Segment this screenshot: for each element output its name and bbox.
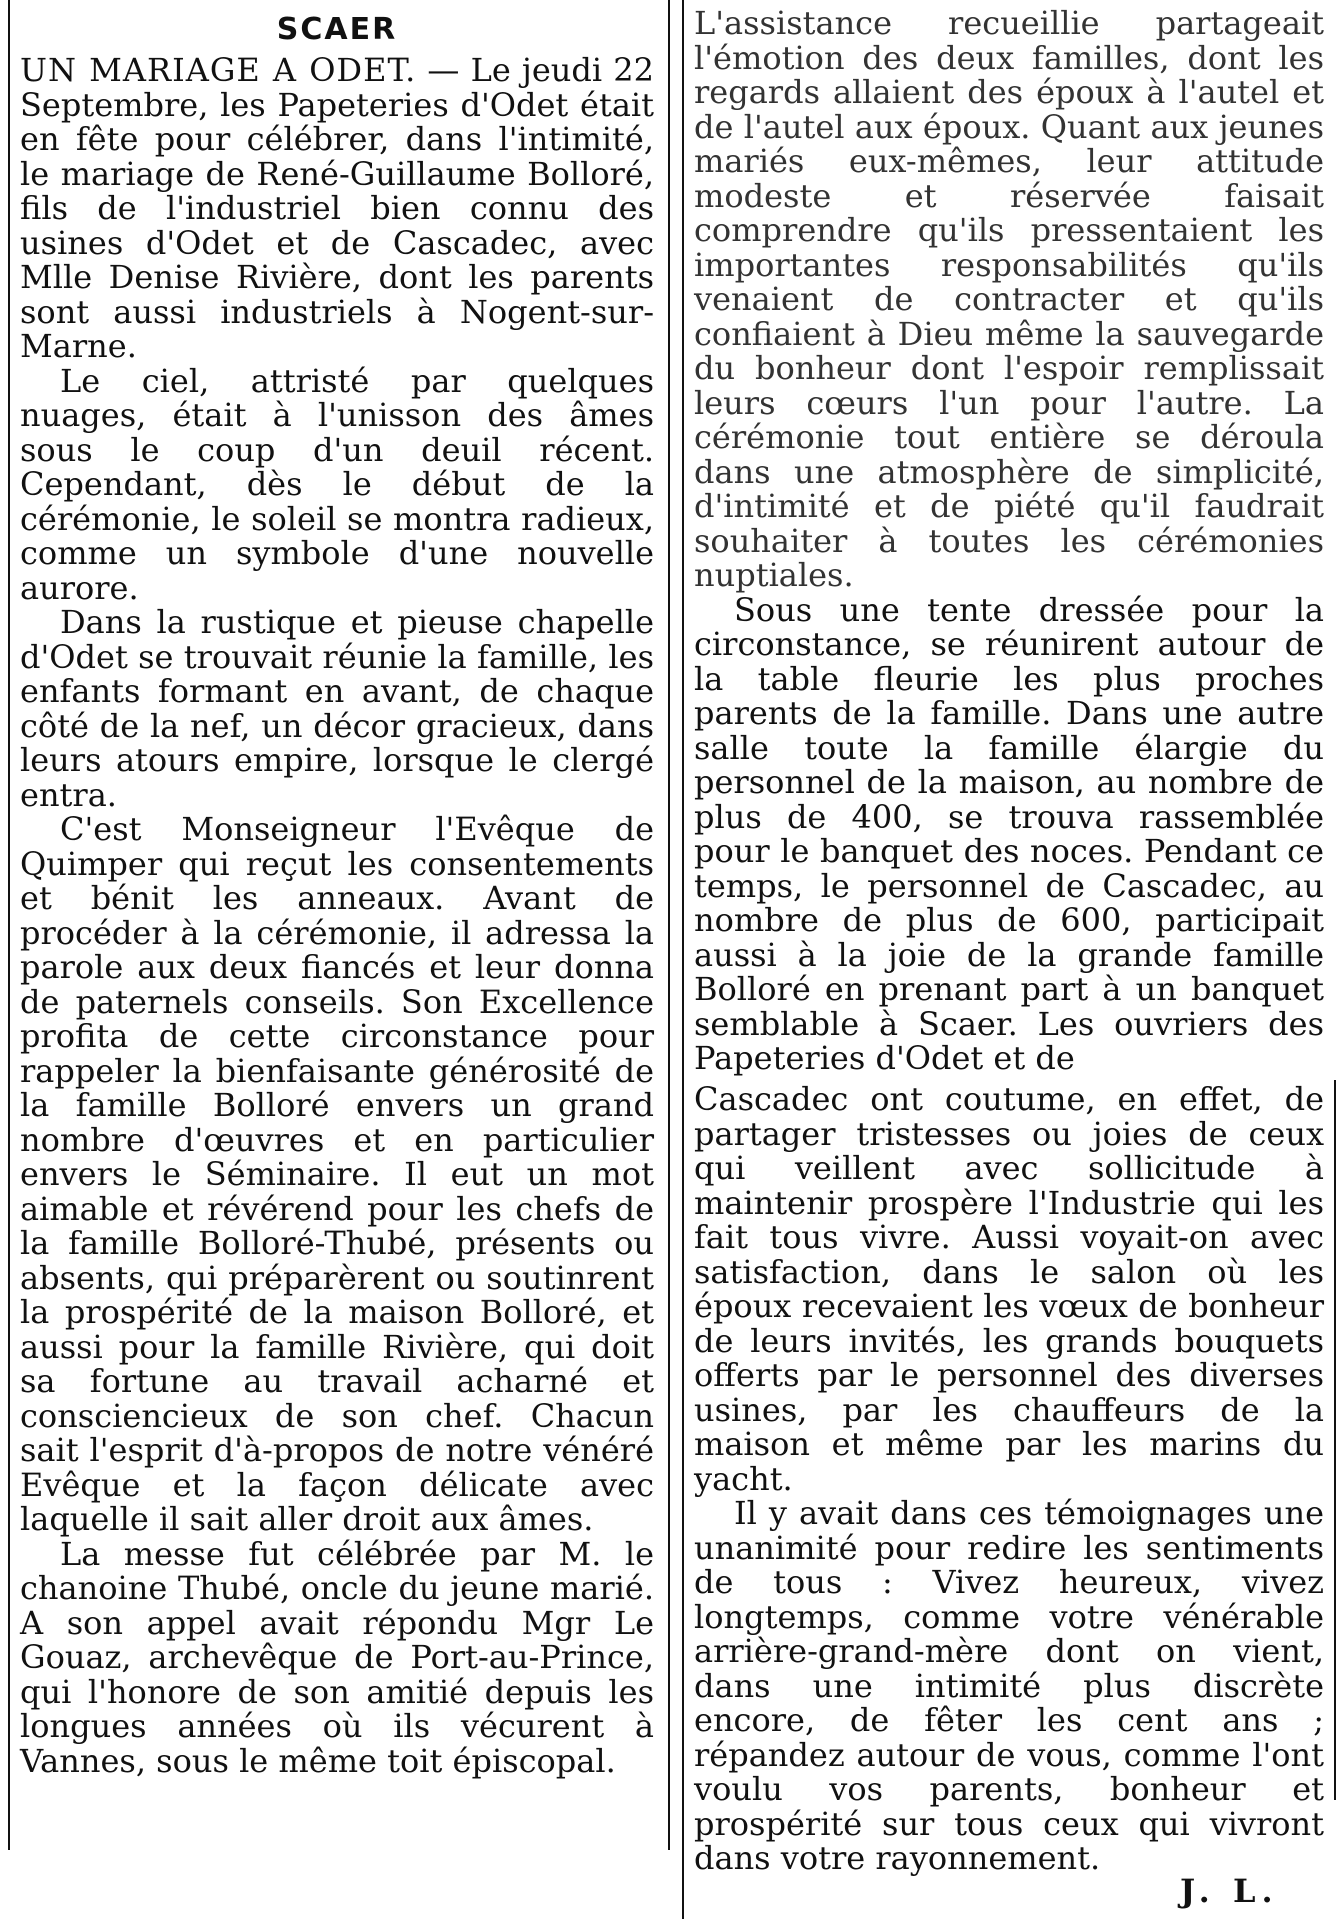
left-column [20,12,654,1778]
column-divider-right [682,0,684,1919]
left-border-rule [8,0,10,1850]
column-divider-left [668,0,670,1850]
intro-text: — Le jeudi 22 Septembre, les Papeteries d'Odet était en fête pour célébrer, dans l'intimité, le mariage de René-Guillaume Bolloré, fils de l'industriel bien connu des usines d'Odet et de Cascadec, avec Mlle Denise Rivière, dont les parents sont aussi industriels à Nogent-sur-Marne. [20,51,655,365]
right-column-bottom [694,1082,1324,1876]
paragraph-chapel: Dans la rustique et pieuse chapelle d'Odet se trouvait réunie la famille, les enfants formant en avant, de chaque côté de la nef, un décor gracieux, dans leurs atours empire, lorsque le clergé entra. [20,603,654,814]
paragraph-banquet: Sous une tente dressée pour la circonstance, se réunirent autour de la table fleurie les plus proches parents de la famille. Dans une autre salle toute la famille élargie du personnel de la maison, au nombre de plus de 400, se trouva rassemblée pour le banquet des noces. Pendant ce temps, le personnel de Cascadec, au nombre de plus de 600, participait aussi à la joie de la grande famille Bolloré en prenant part à un banquet semblable à Scaer. Les ouvriers des Papeteries d'Odet et de [694,590,1324,1077]
paragraph-bishop: C'est Monseigneur l'Evêque de Quimper qui reçut les consentements et bénit les anneaux. Avant de procéder à la cérémonie, il adressa la parole aux deux fiancés et leur donna de paternels conseils. Son Excellence profita de cette circonstance pour rappeler la bienfaisante générosité de la famille Bolloré envers un grand nombre d'œuvres et en particulier envers le Séminaire. Il eut un mot aimable et révérend pour les chefs de la famille Bolloré-Thubé, présents ou absents, qui préparèrent ou soutinrent la prospérité de la maison Bolloré, et aussi pour la famille Rivière, qui doit sa fortune au travail acharné et consciencieux de son chef. Chacun sait l'esprit d'à-propos de notre vénéré Evêque et la façon délicate avec laquelle il sait aller droit aux âmes. [20,810,654,1538]
author-signature: J. L. [1180,1872,1279,1910]
paragraph-sky: Le ciel, attristé par quelques nuages, était à l'unisson des âmes sous le coup d'un deuil récent. Cependant, dès le début de la cérémonie, le soleil se montra radieux, comme un symbole d'une nouvelle aurore. [20,361,654,607]
paragraph-custom: Cascadec ont coutume, en effet, de partager tristesses ou joies de ceux qui veillent avec sollicitude à maintenir prospère l'Industrie qui les fait tous vivre. Aussi voyait-on avec satisfaction, dans le salon où les époux recevaient les vœux de bonheur de leurs invités, les grands bouquets offerts par le personnel des diverses usines, par les chauffeurs de la maison et même par les marins du yacht. [694,1080,1324,1498]
article-heading: SCAER [276,12,398,47]
article-title: UN MARIAGE A ODET. [20,51,417,89]
right-border-rule [1334,1080,1336,1800]
paragraph-wishes: Il y avait dans ces témoignages une unanimité pour redire les sentiments de tous : Vivez heureux, vivez longtemps, comme votre vénérable arrière-grand-mère dont on vient, dans une intimité plus discrète encore, de fêter les cent ans ; répandez autour de vous, comme l'ont voulu vos parents, bonheur et prospérité sur tous ceux qui vivront dans votre rayonnement. [694,1494,1324,1877]
paragraph-intro [20,53,654,364]
paragraph-mass: La messe fut célébrée par M. le chanoine Thubé, oncle du jeune marié. A son appel avait répondu Mgr Le Gouaz, archevêque de Port-au-Prince, qui l'honore de son amitié depuis les longues années où ils vécurent à Vannes, sous le même toit épiscopal. [20,1534,654,1780]
right-column-top [694,6,1324,1076]
paragraph-assistance: L'assistance recueillie partageait l'émotion des deux familles, dont les regards allaient des époux à l'autel et de l'autel aux époux. Quant aux jeunes mariés eux-mêmes, leur attitude modeste et réservée faisait comprendre qu'ils pressentaient les importantes responsabilités qu'ils venaient de contracter et qu'ils confiaient à Dieu même la sauvegarde du bonheur dont l'espoir remplissait leurs cœurs l'un pour l'autre. La cérémonie tout entière se déroula dans une atmosphère de simplicité, d'intimité et de piété qu'il faudrait souhaiter à toutes les cérémonies nuptiales. [694,4,1324,594]
